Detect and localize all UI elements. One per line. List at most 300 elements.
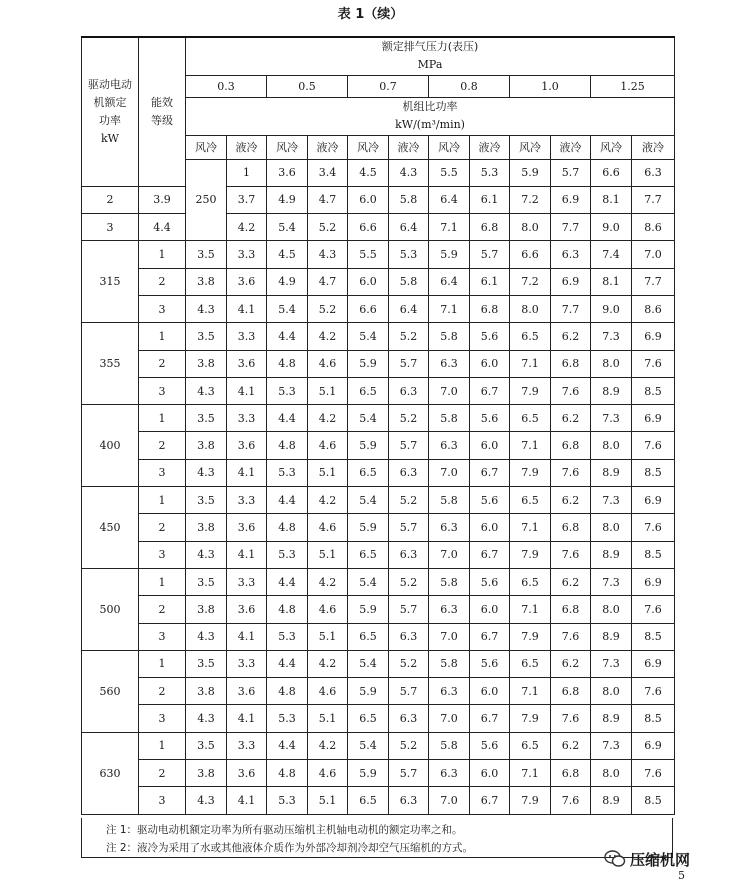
value-cell: 7.3 <box>591 650 632 677</box>
value-cell: 4.3 <box>186 377 227 404</box>
value-cell: 6.6 <box>510 241 551 268</box>
table-row <box>82 377 675 404</box>
value-cell: 4.4 <box>139 214 186 241</box>
value-cell: 6.3 <box>632 159 675 186</box>
cooling-type: 风冷 <box>348 135 389 159</box>
value-cell: 4.5 <box>348 159 389 186</box>
value-cell: 3.6 <box>227 268 267 295</box>
value-cell: 3.8 <box>186 514 227 541</box>
value-cell: 7.6 <box>551 623 591 650</box>
value-cell: 7.2 <box>510 186 551 213</box>
value-cell: 7.7 <box>551 214 591 241</box>
value-cell: 5.1 <box>308 623 348 650</box>
value-cell: 6.0 <box>470 432 510 459</box>
value-cell: 5.9 <box>510 159 551 186</box>
cooling-type: 风冷 <box>510 135 551 159</box>
grade-cell: 3 <box>139 541 186 568</box>
ratio-header-cell <box>186 97 675 135</box>
value-cell: 8.5 <box>632 787 675 814</box>
table-row <box>82 295 675 322</box>
value-cell: 5.6 <box>470 405 510 432</box>
table-row <box>82 214 675 241</box>
table-row <box>82 350 675 377</box>
value-cell: 4.8 <box>267 760 308 787</box>
value-cell: 6.0 <box>470 596 510 623</box>
value-cell: 5.8 <box>429 732 470 759</box>
power-header-line: 驱动电动 <box>88 77 132 91</box>
value-cell: 3.6 <box>227 678 267 705</box>
value-cell: 6.3 <box>429 678 470 705</box>
value-cell: 3.6 <box>267 159 308 186</box>
value-cell: 6.0 <box>470 350 510 377</box>
cooling-type: 液冷 <box>470 135 510 159</box>
value-cell: 6.5 <box>348 705 389 732</box>
value-cell: 7.6 <box>632 760 675 787</box>
grade-cell: 1 <box>139 323 186 350</box>
value-cell: 3.5 <box>186 568 227 595</box>
value-cell: 7.3 <box>591 487 632 514</box>
value-cell: 6.9 <box>632 650 675 677</box>
value-cell: 4.3 <box>186 705 227 732</box>
value-cell: 3.5 <box>186 405 227 432</box>
value-cell: 5.2 <box>389 732 429 759</box>
cooling-type: 液冷 <box>227 135 267 159</box>
value-cell: 6.0 <box>348 268 389 295</box>
value-cell: 6.8 <box>551 350 591 377</box>
table-row <box>82 596 675 623</box>
ratio-label: 机组比功率 <box>402 100 458 113</box>
pressure-value: 0.5 <box>267 75 348 97</box>
value-cell: 7.6 <box>551 705 591 732</box>
table-row <box>82 705 675 732</box>
value-cell: 5.3 <box>267 459 308 486</box>
value-cell: 4.2 <box>308 650 348 677</box>
cooling-type: 风冷 <box>591 135 632 159</box>
value-cell: 4.1 <box>227 623 267 650</box>
value-cell: 3.6 <box>227 432 267 459</box>
value-cell: 4.8 <box>267 350 308 377</box>
value-cell: 5.6 <box>470 323 510 350</box>
table-row <box>82 650 675 677</box>
value-cell: 4.6 <box>308 432 348 459</box>
value-cell: 7.0 <box>429 623 470 650</box>
value-cell: 8.9 <box>591 787 632 814</box>
value-cell: 7.3 <box>591 568 632 595</box>
cooling-type: 液冷 <box>389 135 429 159</box>
value-cell: 6.9 <box>632 732 675 759</box>
value-cell: 5.8 <box>429 405 470 432</box>
value-cell: 5.6 <box>470 568 510 595</box>
value-cell: 5.6 <box>470 487 510 514</box>
value-cell: 6.2 <box>551 323 591 350</box>
value-cell: 4.4 <box>267 568 308 595</box>
table-row <box>82 268 675 295</box>
table-row <box>82 186 675 213</box>
value-cell: 6.5 <box>510 405 551 432</box>
table-row <box>82 760 675 787</box>
grade-cell: 2 <box>139 678 186 705</box>
value-cell: 5.2 <box>389 323 429 350</box>
value-cell: 7.0 <box>429 705 470 732</box>
value-cell: 7.9 <box>510 705 551 732</box>
value-cell: 5.8 <box>429 487 470 514</box>
value-cell: 5.4 <box>348 568 389 595</box>
value-cell: 7.9 <box>510 787 551 814</box>
value-cell: 5.6 <box>470 650 510 677</box>
power-cell: 315 <box>82 241 139 323</box>
value-cell: 8.0 <box>591 596 632 623</box>
pressure-value: 1.0 <box>510 75 591 97</box>
power-cell: 630 <box>82 732 139 814</box>
grade-header-cell <box>139 37 186 186</box>
value-cell: 5.9 <box>348 432 389 459</box>
pressure-value: 0.7 <box>348 75 429 97</box>
grade-cell: 1 <box>139 487 186 514</box>
value-cell: 5.7 <box>551 159 591 186</box>
power-header-unit: kW <box>101 131 119 145</box>
value-cell: 5.7 <box>389 596 429 623</box>
value-cell: 3.6 <box>227 760 267 787</box>
value-cell: 8.6 <box>632 295 675 322</box>
value-cell: 6.6 <box>348 214 389 241</box>
table-row <box>82 405 675 432</box>
value-cell: 8.5 <box>632 377 675 404</box>
grade-cell: 2 <box>139 596 186 623</box>
value-cell: 4.3 <box>389 159 429 186</box>
cooling-type: 风冷 <box>186 135 227 159</box>
value-cell: 5.1 <box>308 377 348 404</box>
cooling-type: 风冷 <box>429 135 470 159</box>
value-cell: 4.2 <box>308 487 348 514</box>
table-row <box>82 514 675 541</box>
value-cell: 6.3 <box>389 459 429 486</box>
value-cell: 6.8 <box>551 678 591 705</box>
value-cell: 3.6 <box>227 350 267 377</box>
ratio-unit: kW/(m³/min) <box>395 118 465 131</box>
cooling-type: 风冷 <box>267 135 308 159</box>
value-cell: 8.9 <box>591 377 632 404</box>
value-cell: 8.9 <box>591 623 632 650</box>
pressure-value: 0.3 <box>186 75 267 97</box>
value-cell: 6.6 <box>591 159 632 186</box>
grade-cell: 1 <box>139 732 186 759</box>
value-cell: 7.6 <box>551 459 591 486</box>
value-cell: 4.6 <box>308 678 348 705</box>
value-cell: 5.9 <box>348 514 389 541</box>
value-cell: 7.6 <box>632 514 675 541</box>
value-cell: 7.6 <box>551 541 591 568</box>
value-cell: 7.6 <box>551 787 591 814</box>
value-cell: 4.7 <box>308 186 348 213</box>
value-cell: 6.0 <box>470 514 510 541</box>
value-cell: 3.6 <box>227 514 267 541</box>
value-cell: 6.3 <box>429 514 470 541</box>
value-cell: 5.9 <box>348 596 389 623</box>
value-cell: 4.3 <box>186 623 227 650</box>
power-header-line: 功率 <box>99 113 121 127</box>
value-cell: 5.4 <box>348 732 389 759</box>
value-cell: 3.8 <box>186 678 227 705</box>
value-cell: 3.5 <box>186 323 227 350</box>
power-cell: 450 <box>82 487 139 569</box>
value-cell: 6.3 <box>389 541 429 568</box>
value-cell: 6.2 <box>551 405 591 432</box>
value-cell: 4.2 <box>227 214 267 241</box>
value-cell: 6.7 <box>470 377 510 404</box>
value-cell: 5.7 <box>389 514 429 541</box>
value-cell: 6.2 <box>551 487 591 514</box>
note-2: 注 2：液冷为采用了水或其他液体介质作为外部冷却剂冷却空气压缩机的方式。 <box>106 842 474 854</box>
value-cell: 8.1 <box>591 186 632 213</box>
value-cell: 5.8 <box>429 650 470 677</box>
value-cell: 6.3 <box>389 377 429 404</box>
value-cell: 4.8 <box>267 432 308 459</box>
value-cell: 5.4 <box>348 323 389 350</box>
value-cell: 4.3 <box>186 541 227 568</box>
value-cell: 3.5 <box>186 487 227 514</box>
value-cell: 5.3 <box>267 787 308 814</box>
value-cell: 3.7 <box>227 186 267 213</box>
value-cell: 8.0 <box>591 432 632 459</box>
value-cell: 5.1 <box>308 541 348 568</box>
value-cell: 4.4 <box>267 732 308 759</box>
value-cell: 8.0 <box>591 760 632 787</box>
power-cell: 400 <box>82 405 139 487</box>
value-cell: 8.0 <box>510 295 551 322</box>
value-cell: 4.4 <box>267 487 308 514</box>
value-cell: 7.6 <box>632 596 675 623</box>
value-cell: 7.9 <box>510 377 551 404</box>
value-cell: 6.3 <box>429 760 470 787</box>
cooling-type: 液冷 <box>632 135 675 159</box>
value-cell: 4.2 <box>308 568 348 595</box>
value-cell: 7.6 <box>632 678 675 705</box>
value-cell: 6.5 <box>510 568 551 595</box>
value-cell: 6.5 <box>510 732 551 759</box>
value-cell: 5.8 <box>389 186 429 213</box>
value-cell: 6.4 <box>389 214 429 241</box>
value-cell: 5.1 <box>308 705 348 732</box>
value-cell: 5.4 <box>348 405 389 432</box>
cooling-type: 液冷 <box>308 135 348 159</box>
value-cell: 6.9 <box>551 186 591 213</box>
value-cell: 3.5 <box>186 732 227 759</box>
value-cell: 5.7 <box>389 678 429 705</box>
value-cell: 6.3 <box>551 241 591 268</box>
power-cell: 250 <box>186 159 227 241</box>
grade-header-line: 等级 <box>151 113 173 127</box>
value-cell: 7.7 <box>551 295 591 322</box>
value-cell: 7.1 <box>510 760 551 787</box>
value-cell: 6.3 <box>389 787 429 814</box>
value-cell: 7.0 <box>429 459 470 486</box>
grade-cell: 2 <box>139 760 186 787</box>
grade-cell: 2 <box>139 350 186 377</box>
value-cell: 8.9 <box>591 541 632 568</box>
value-cell: 7.1 <box>510 432 551 459</box>
pressure-value: 0.8 <box>429 75 510 97</box>
value-cell: 6.4 <box>389 295 429 322</box>
value-cell: 5.9 <box>429 241 470 268</box>
value-cell: 6.5 <box>510 323 551 350</box>
value-cell: 5.9 <box>348 678 389 705</box>
value-cell: 7.6 <box>632 432 675 459</box>
value-cell: 5.7 <box>389 432 429 459</box>
value-cell: 6.7 <box>470 541 510 568</box>
value-cell: 3.8 <box>186 596 227 623</box>
value-cell: 5.3 <box>470 159 510 186</box>
value-cell: 4.8 <box>267 514 308 541</box>
table-row <box>82 541 675 568</box>
efficiency-table <box>81 36 675 815</box>
grade-cell: 1 <box>139 405 186 432</box>
value-cell: 7.3 <box>591 732 632 759</box>
value-cell: 4.3 <box>186 787 227 814</box>
value-cell: 8.0 <box>510 214 551 241</box>
value-cell: 4.1 <box>227 705 267 732</box>
value-cell: 7.1 <box>429 214 470 241</box>
table-row <box>82 678 675 705</box>
value-cell: 3.3 <box>227 241 267 268</box>
table-row <box>82 623 675 650</box>
notes-box <box>81 818 673 858</box>
value-cell: 9.0 <box>591 214 632 241</box>
table-row <box>82 241 675 268</box>
value-cell: 6.4 <box>429 186 470 213</box>
value-cell: 6.9 <box>632 568 675 595</box>
value-cell: 5.4 <box>348 487 389 514</box>
value-cell: 5.3 <box>267 705 308 732</box>
value-cell: 3.3 <box>227 487 267 514</box>
value-cell: 6.7 <box>470 623 510 650</box>
value-cell: 5.4 <box>267 214 308 241</box>
grade-header-line: 能效 <box>151 95 173 109</box>
value-cell: 7.1 <box>510 678 551 705</box>
value-cell: 6.3 <box>429 596 470 623</box>
value-cell: 7.0 <box>429 377 470 404</box>
value-cell: 3.3 <box>227 568 267 595</box>
value-cell: 5.3 <box>267 541 308 568</box>
value-cell: 6.7 <box>470 705 510 732</box>
value-cell: 6.5 <box>348 377 389 404</box>
value-cell: 8.6 <box>632 214 675 241</box>
table-row <box>82 432 675 459</box>
value-cell: 8.9 <box>591 705 632 732</box>
grade-cell: 3 <box>139 377 186 404</box>
value-cell: 4.1 <box>227 541 267 568</box>
note-1: 注 1：驱动电动机额定功率为所有驱动压缩机主机轴电动机的额定功率之和。 <box>106 824 463 836</box>
grade-cell: 2 <box>139 268 186 295</box>
value-cell: 4.3 <box>186 295 227 322</box>
value-cell: 6.9 <box>632 405 675 432</box>
page-number: 5 <box>678 869 685 882</box>
pressure-label: 额定排气压力(表压) <box>381 40 479 54</box>
value-cell: 6.1 <box>470 186 510 213</box>
value-cell: 7.0 <box>632 241 675 268</box>
value-cell: 6.2 <box>551 732 591 759</box>
value-cell: 6.7 <box>470 787 510 814</box>
value-cell: 7.1 <box>510 514 551 541</box>
value-cell: 5.9 <box>348 350 389 377</box>
table-row <box>82 568 675 595</box>
value-cell: 6.8 <box>470 295 510 322</box>
value-cell: 8.0 <box>591 350 632 377</box>
value-cell: 3.6 <box>227 596 267 623</box>
value-cell: 4.1 <box>227 459 267 486</box>
value-cell: 4.4 <box>267 405 308 432</box>
value-cell: 7.0 <box>429 541 470 568</box>
value-cell: 7.9 <box>510 459 551 486</box>
value-cell: 4.1 <box>227 377 267 404</box>
value-cell: 4.2 <box>308 323 348 350</box>
value-cell: 6.2 <box>551 650 591 677</box>
value-cell: 6.0 <box>470 760 510 787</box>
value-cell: 6.8 <box>551 514 591 541</box>
value-cell: 6.0 <box>348 186 389 213</box>
pressure-header-cell <box>186 37 675 75</box>
value-cell: 6.8 <box>470 214 510 241</box>
value-cell: 9.0 <box>591 295 632 322</box>
value-cell: 3.3 <box>227 323 267 350</box>
value-cell: 7.1 <box>510 596 551 623</box>
value-cell: 6.3 <box>389 623 429 650</box>
value-cell: 6.5 <box>348 541 389 568</box>
grade-cell: 3 <box>139 295 186 322</box>
value-cell: 6.5 <box>348 787 389 814</box>
value-cell: 4.8 <box>267 678 308 705</box>
value-cell: 6.1 <box>470 268 510 295</box>
value-cell: 6.3 <box>429 350 470 377</box>
value-cell: 3.3 <box>227 732 267 759</box>
value-cell: 4.4 <box>267 323 308 350</box>
value-cell: 5.2 <box>389 568 429 595</box>
power-header-cell <box>82 37 139 186</box>
table-title: 表 1（续） <box>337 7 404 22</box>
value-cell: 7.6 <box>551 377 591 404</box>
watermark <box>604 848 690 870</box>
watermark-text: 压缩机网 <box>630 850 691 869</box>
table-row <box>82 732 675 759</box>
table-row <box>82 323 675 350</box>
value-cell: 7.7 <box>632 186 675 213</box>
value-cell: 4.6 <box>308 514 348 541</box>
value-cell: 4.1 <box>227 295 267 322</box>
value-cell: 8.5 <box>632 623 675 650</box>
value-cell: 4.9 <box>267 186 308 213</box>
wechat-icon <box>604 850 626 868</box>
value-cell: 4.3 <box>186 459 227 486</box>
value-cell: 5.2 <box>308 214 348 241</box>
value-cell: 5.4 <box>267 295 308 322</box>
value-cell: 8.5 <box>632 541 675 568</box>
value-cell: 5.5 <box>429 159 470 186</box>
grade-cell: 1 <box>227 159 267 186</box>
value-cell: 6.3 <box>429 432 470 459</box>
value-cell: 6.9 <box>632 323 675 350</box>
value-cell: 6.5 <box>348 459 389 486</box>
table-row <box>82 459 675 486</box>
table-row <box>82 787 675 814</box>
value-cell: 8.9 <box>591 459 632 486</box>
value-cell: 7.7 <box>632 268 675 295</box>
value-cell: 5.4 <box>348 650 389 677</box>
value-cell: 4.8 <box>267 596 308 623</box>
value-cell: 5.2 <box>389 650 429 677</box>
value-cell: 7.6 <box>632 350 675 377</box>
value-cell: 8.5 <box>632 705 675 732</box>
pressure-value: 1.25 <box>591 75 675 97</box>
value-cell: 6.8 <box>551 760 591 787</box>
